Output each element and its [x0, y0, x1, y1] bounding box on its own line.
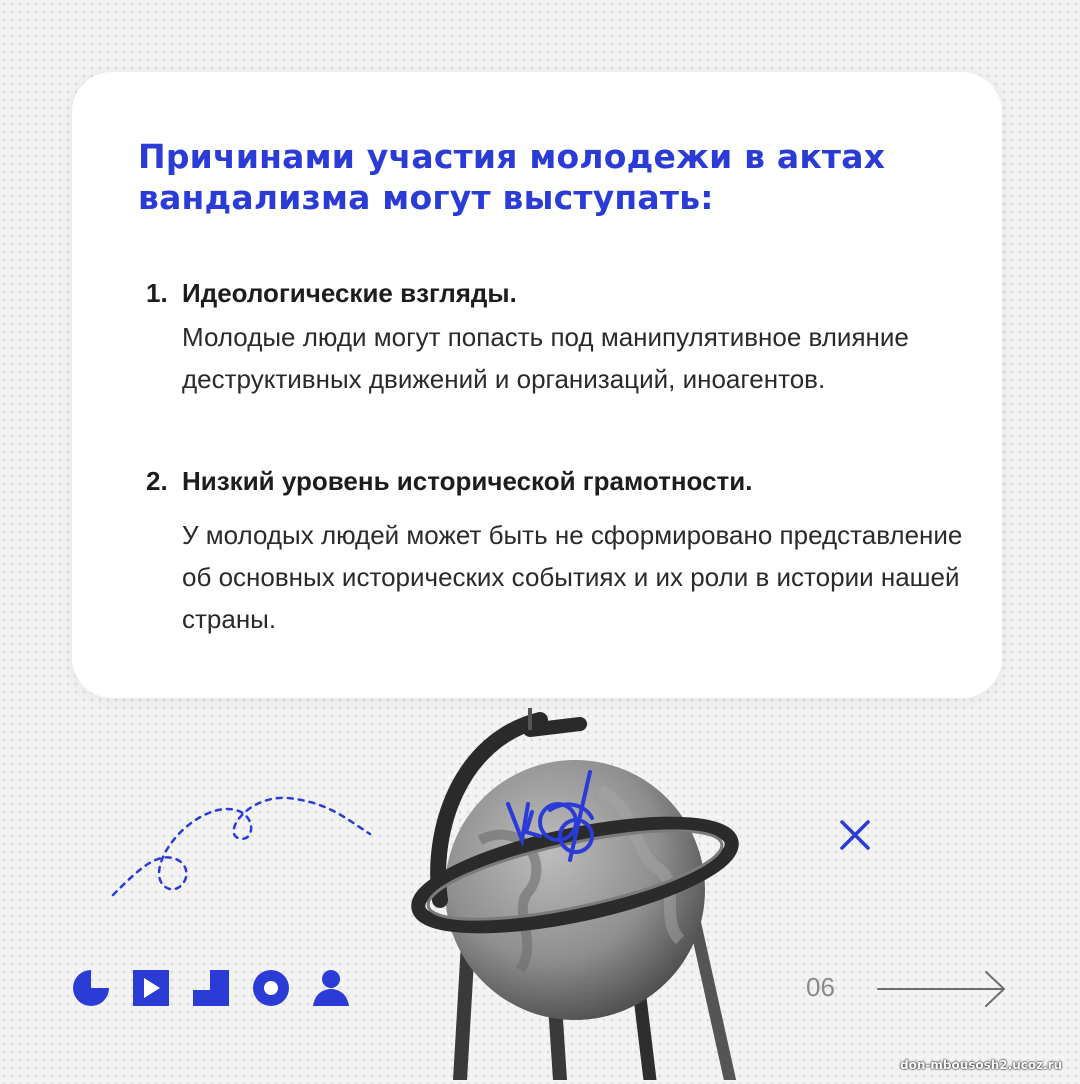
list-item-heading-2 — [146, 466, 752, 496]
card-title: Причинами участия молодежи в актах вандализма могут выступать: — [138, 137, 886, 217]
content-card — [72, 72, 1002, 698]
person-icon — [312, 969, 350, 1007]
dotted-scribble-decoration — [108, 790, 378, 900]
list-item-heading-text-1: Идеологические взгляды. — [182, 278, 517, 308]
list-item-body-2: У молодых людей может быть не сформировано представление об основных исторических событиях и их роли в истории нашей страны. — [182, 520, 963, 634]
cross-decoration-icon — [838, 818, 872, 852]
steps-shape-icon — [192, 969, 230, 1007]
footer-icon-row — [72, 968, 350, 1008]
page-number: 06 — [806, 972, 835, 1002]
list-item-heading-1 — [146, 278, 517, 308]
list-item-number-1: 1. — [146, 278, 168, 308]
list-item-number-2: 2. — [146, 466, 168, 496]
list-item-body-1: Молодые люди могут попасть под манипулятивное влияние деструктивных движений и организаций, иноагентов. — [182, 322, 909, 394]
globe-illustration — [400, 700, 760, 1080]
pie-shape-icon — [72, 969, 110, 1007]
play-square-icon — [132, 969, 170, 1007]
globe-image — [400, 700, 760, 1080]
arrow-right-icon[interactable] — [876, 968, 1008, 1010]
ring-circle-icon — [252, 969, 290, 1007]
watermark: don-mbousosh2.ucoz.ru — [900, 1058, 1063, 1072]
list-item-heading-text-2: Низкий уровень исторической грамотности. — [182, 466, 753, 496]
